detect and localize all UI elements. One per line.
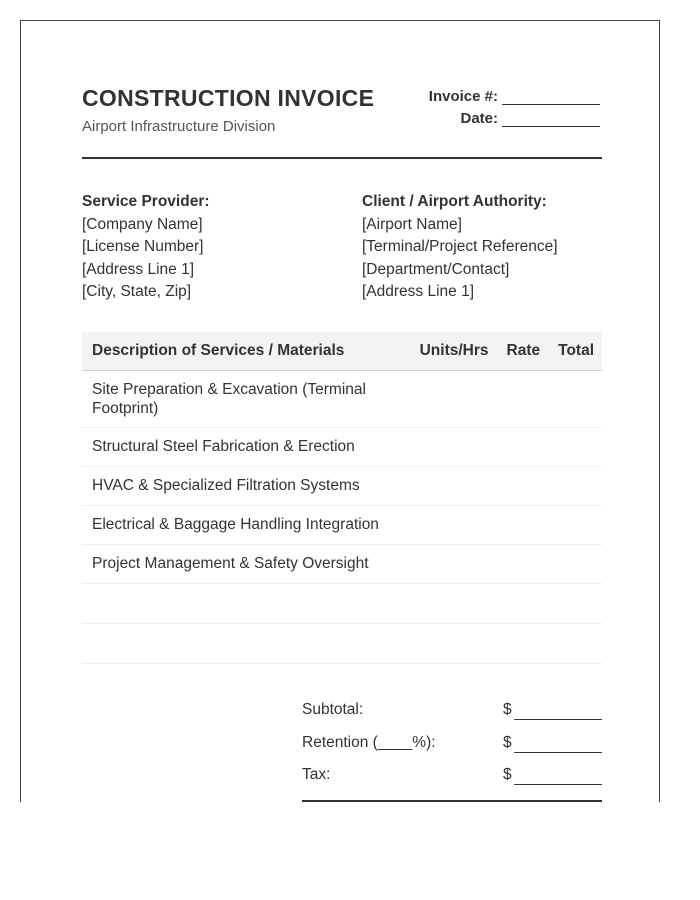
invoice-number-label: Invoice #: [428,88,498,105]
totals-block [302,697,602,795]
invoice-number-field [502,90,600,105]
invoice-subtitle: Airport Infrastructure Division [82,118,276,135]
column-header-description: Description of Services / Materials [82,332,412,371]
row-units [412,428,497,467]
row-description [82,584,412,624]
row-description: Structural Steel Fabrication & Erection [82,428,412,467]
row-rate [497,545,551,584]
row-total [550,584,602,624]
row-description: HVAC & Specialized Filtration Systems [82,467,412,506]
row-total [550,467,602,506]
invoice-date-field [502,112,600,127]
row-rate [497,371,551,428]
service-provider-block [82,191,210,304]
table-header-row [82,332,602,371]
provider-line: [Address Line 1] [82,260,195,278]
row-units [412,584,497,624]
invoice-date-row [429,105,600,127]
row-units [412,506,497,545]
provider-line: [License Number] [82,238,204,255]
row-units [412,371,497,428]
column-header-units: Units/Hrs [412,332,497,371]
tax-field [514,784,602,785]
totals-divider [302,800,602,802]
invoice-date-label: Date: [460,110,498,127]
provider-line: [Company Name] [82,215,203,233]
table-row-empty [82,624,602,664]
retention-row [302,730,602,763]
subtotal-field [514,719,602,720]
retention-currency: $ [503,733,512,751]
table-row [82,371,602,428]
client-line: [Address Line 1] [362,283,475,300]
subtotal-row [302,697,602,730]
row-description: Site Preparation & Excavation (Terminal Footprint) [82,371,412,428]
row-total [550,506,602,545]
invoice-page [20,20,660,802]
subtotal-currency: $ [503,701,512,718]
row-description: Electrical & Baggage Handling Integration [82,506,412,545]
row-description: Project Management & Safety Oversight [82,545,412,584]
client-line: [Airport Name] [362,215,462,233]
row-units [412,545,497,584]
column-header-rate: Rate [497,332,551,371]
table-row-empty [82,584,602,624]
retention-label: Retention (____%): [302,733,436,751]
row-rate [497,506,551,545]
retention-field [514,752,602,753]
client-heading: Client / Airport Authority: [362,193,547,210]
table-row [82,428,602,467]
row-units [412,624,497,664]
invoice-number-row [429,83,600,105]
row-description [82,624,412,664]
row-units [412,467,497,506]
row-rate [497,467,551,506]
tax-label: Tax: [302,766,331,783]
table-row [82,467,602,506]
row-rate [497,428,551,467]
row-rate [497,624,551,664]
line-items-table [82,332,602,664]
service-provider-heading: Service Provider: [82,193,210,210]
client-block [362,191,558,304]
tax-currency: $ [503,766,512,783]
row-rate [497,584,551,624]
row-total [550,371,602,428]
header-divider [82,157,602,159]
invoice-title: CONSTRUCTION INVOICE [82,85,375,111]
subtotal-label: Subtotal: [302,701,364,718]
table-row [82,506,602,545]
row-total [550,428,602,467]
row-total [550,545,602,584]
invoice-meta [429,83,600,127]
row-total [550,624,602,664]
table-row [82,545,602,584]
client-line: [Terminal/Project Reference] [362,238,558,255]
client-line: [Department/Contact] [362,260,510,278]
tax-row [302,762,602,795]
provider-line: [City, State, Zip] [82,283,192,300]
column-header-total: Total [550,332,602,371]
